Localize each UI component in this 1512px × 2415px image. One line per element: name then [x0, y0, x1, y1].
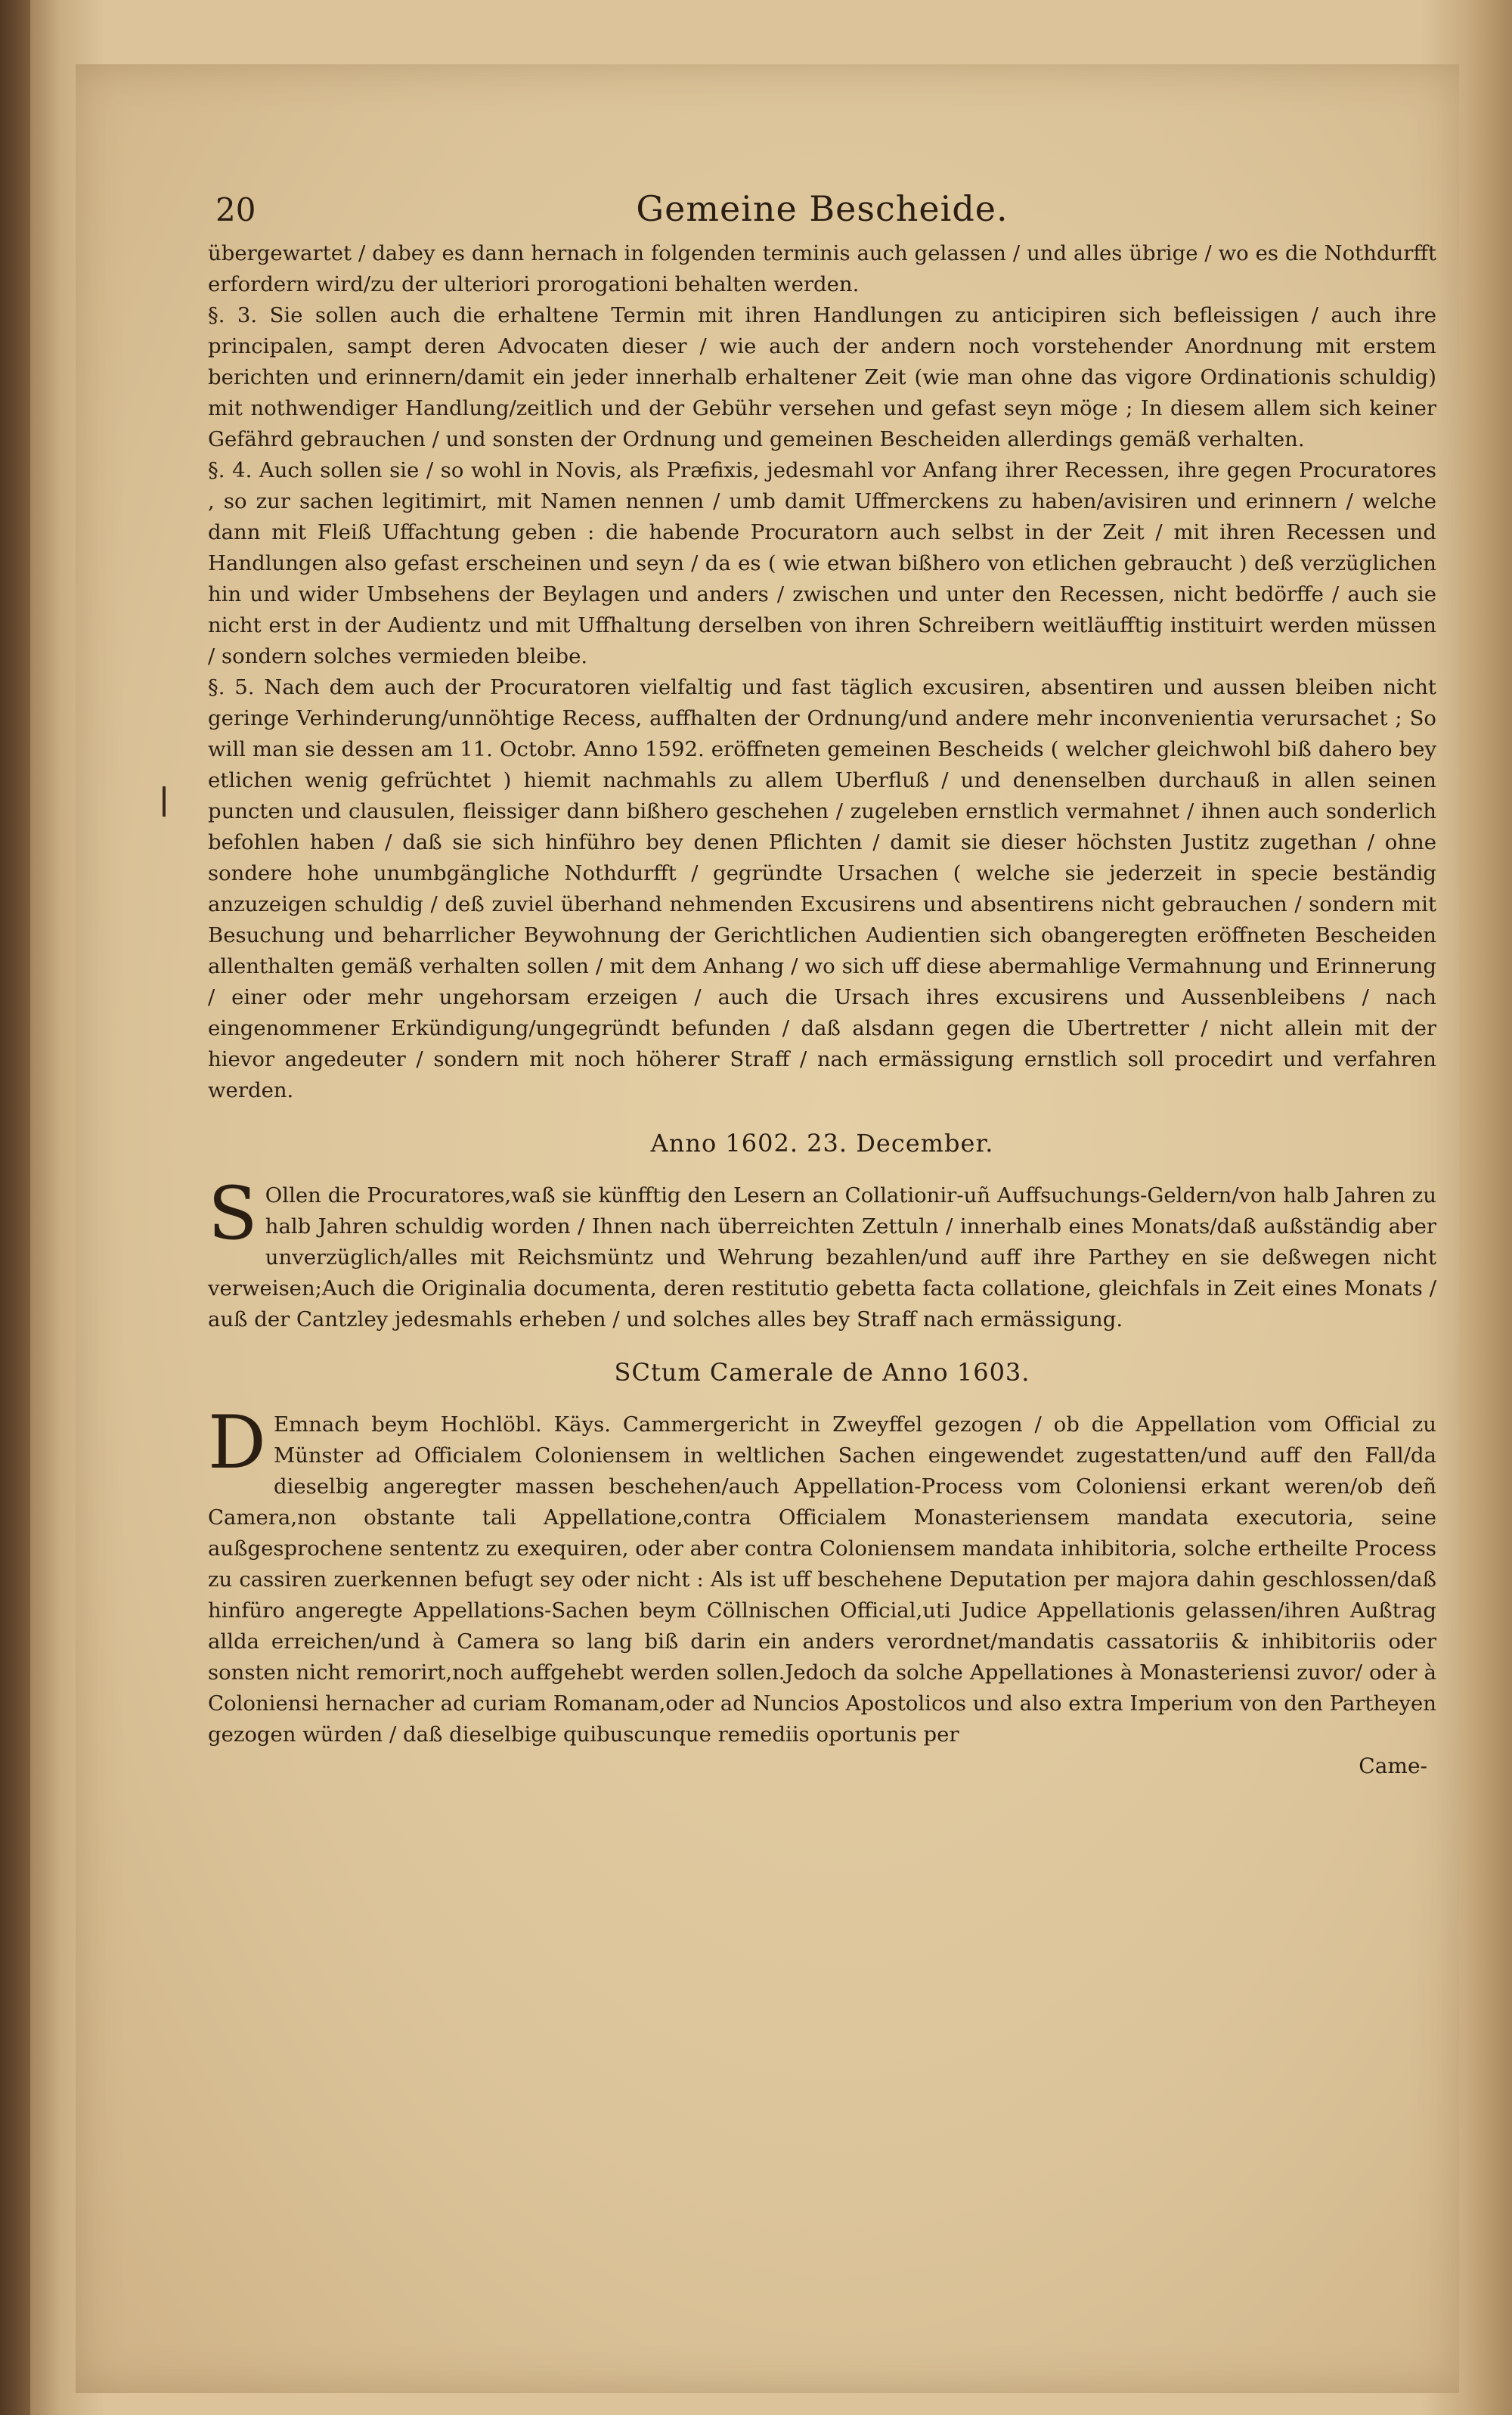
section-1602-text: Ollen die Procuratores,waß sie künfftig den Lesern an Collationir-uñ Auffsuchungs-Geldern/von halb Jahren zu halb Jahren schuldig worden / Ihnen nach überreichten Zettuln / innerhalb eines Monats/daß außständig aber unverzüglich/alles mit Reichsmüntz und Wehrung bezahlen/und auff ihre Parthey en sie deßwegen nicht verweisen;Auch die Originalia documenta, deren restitutio gebetta facta collatione, gleichfals in Zeit eines Monats / auß der Cantzley jedesmahls erheben / und solches alles bey Straff nach ermässigung.: [208, 1183, 1436, 1332]
margin-mark: [163, 786, 166, 817]
section-heading-1602: Anno 1602. 23. December.: [650, 1129, 994, 1158]
catchword: Came-: [1359, 1753, 1427, 1778]
paragraph-section-5: §. 5. Nach dem auch der Procuratoren vielfaltig und fast täglich excusiren, absentiren und aussen bleiben nicht geringe Verhinderung/unnöhtige Recess, auffhalten der Ordnung/und andere mehr inconvenientia verursachet ; So will man sie dessen am 11. Octobr. Anno 1592. eröffneten gemeinen Bescheids ( welcher gleichwohl biß dahero bey etlichen wenig gefrüchtet ) hiemit nachmahls zu allem Uberfluß / und denenselben durchauß in allen seinen puncten und clausulen, fleissiger dann bißhero geschehen / zugeleben ernstlich vermahnet / ihnen auch sonderlich befohlen haben / daß sie sich hinführo bey denen Pflichten / damit sie dieser höchsten Justitz zugethan / ohne sondere hohe unumbgängliche Nothdurfft / gegründte Ursachen ( welche sie jederzeit in specie beständig anzuzeigen schuldig / deß zuviel überhand nehmenden Excusirens und absentirens nicht gebrauchen / sondern mit Besuchung und beharrlicher Beywohnung der Gerichtlichen Audientien sich obangeregten eröffneten Bescheiden allenthalten gemäß verhalten sollen / mit dem Anhang / wo sich uff diese abermahlige Vermahnung und Erinnerung / einer oder mehr ungehorsam erzeigen / auch die Ursach ihres excusirens und Aussenbleibens / nach eingenommener Erkündigung/ungegründt befunden / daß alsdann gegen die Ubertretter / nicht allein mit der hievor angedeuter / sondern mit noch höherer Straff / nach ermässigung ernstlich soll procedirt und verfahren werden.: [208, 675, 1436, 1102]
running-title: Gemeine Bescheide.: [636, 188, 1009, 229]
section-1603-body: [208, 1400, 1436, 1750]
paragraph-section-3: §. 3. Sie sollen auch die erhaltene Termin mit ihren Handlungen zu anticipiren sich befleissigen / auch ihre principalen, sampt deren Advocaten dieser / wie auch der andern noch vorstehender Anordnung mit erstem berichten und erinnern/damit ein jeder innerhalb erhaltener Zeit (wie man ohne das vigore Ordinationis schuldig) mit nothwendiger Handlung/zeitlich und der Gebühr versehen und gefast seyn möge ; In diesem allem sich keiner Gefährd gebrauchen / und sonsten der Ordnung und gemeinen Bescheiden allerdings gemäß verhalten.: [208, 303, 1436, 451]
drop-initial-s: S: [208, 1171, 258, 1256]
section-1603-text: Emnach beym Hochlöbl. Käys. Cammergericht in Zweyffel gezogen / ob die Appellation vom Official zu Münster ad Officialem Coloniensem in weltlichen Sachen eingewendet zugestatten/und auff den Fall/da dieselbig angeregter massen beschehen/auch Appellation-Process vom Coloniensi erkant weren/ob deñ Camera,non obstante tali Appellatione,contra Officialem Monasteriensem mandata executoria, seine außgesprochene sententz zu exequiren, oder aber contra Coloniensem mandata inhibitoria, solche ertheilte Process zu cassiren zuerkennen befugt sey oder nicht : Als ist uff beschehene Deputation per majora dahin geschlossen/daß hinfüro angeregte Appellations-Sachen beym Cöllnischen Official,uti Judice Appellationis gelassen/ihren Außtrag allda erreichen/und à Camera so lang biß darin ein anders verordnet/mandatis cassatoriis & inhibitoriis oder sonsten nicht remorirt,noch auffgehebt werden sollen.Jedoch da solche Appellationes à Monasteriensi zuvor/ oder à Coloniensi hernacher ad curiam Romanam,oder ad Nuncios Apostolicos und also extra Imperium von den Partheyen gezogen würden / daß dieselbige quibuscunque remediis oportunis per: [208, 1412, 1436, 1747]
running-head: [208, 185, 1436, 231]
paragraph-continuation: übergewartet / dabey es dann hernach in folgenden terminis auch gelassen / und alles übrige / wo es die Nothdurfft erfordern wird/zu der ulteriori prorogationi behalten werden.: [208, 241, 1436, 296]
section-1602-body: [208, 1171, 1436, 1335]
book-gutter: [0, 0, 30, 2415]
section-heading-1603: SCtum Camerale de Anno 1603.: [614, 1358, 1030, 1387]
page-text: [208, 185, 1436, 1781]
drop-initial-d: D: [208, 1400, 266, 1485]
page-number: 20: [215, 191, 256, 228]
paragraph-section-4: §. 4. Auch sollen sie / so wohl in Novis, als Præfixis, jedesmahl vor Anfang ihrer Recessen, ihre gegen Procuratores , so zur sachen legitimirt, mit Namen nennen / umb damit Uffmerckens zu haben/avisiren und erinnern / welche dann mit Fleiß Uffachtung geben : die habende Procuratorn auch selbst in der Zeit / mit ihren Recessen und Handlungen also gefast erscheinen und seyn / da es ( wie etwan bißhero von etlichen gebraucht ) deß verzüglichen hin und wider Umbsehens der Beylagen und anders / zwischen und unter den Recessen, nicht bedörffe / auch sie nicht erst in der Audientz und mit Uffhaltung derselben von ihren Schreibern weitläufftig instituirt werden müssen / sondern solches vermieden bleibe.: [208, 458, 1436, 668]
